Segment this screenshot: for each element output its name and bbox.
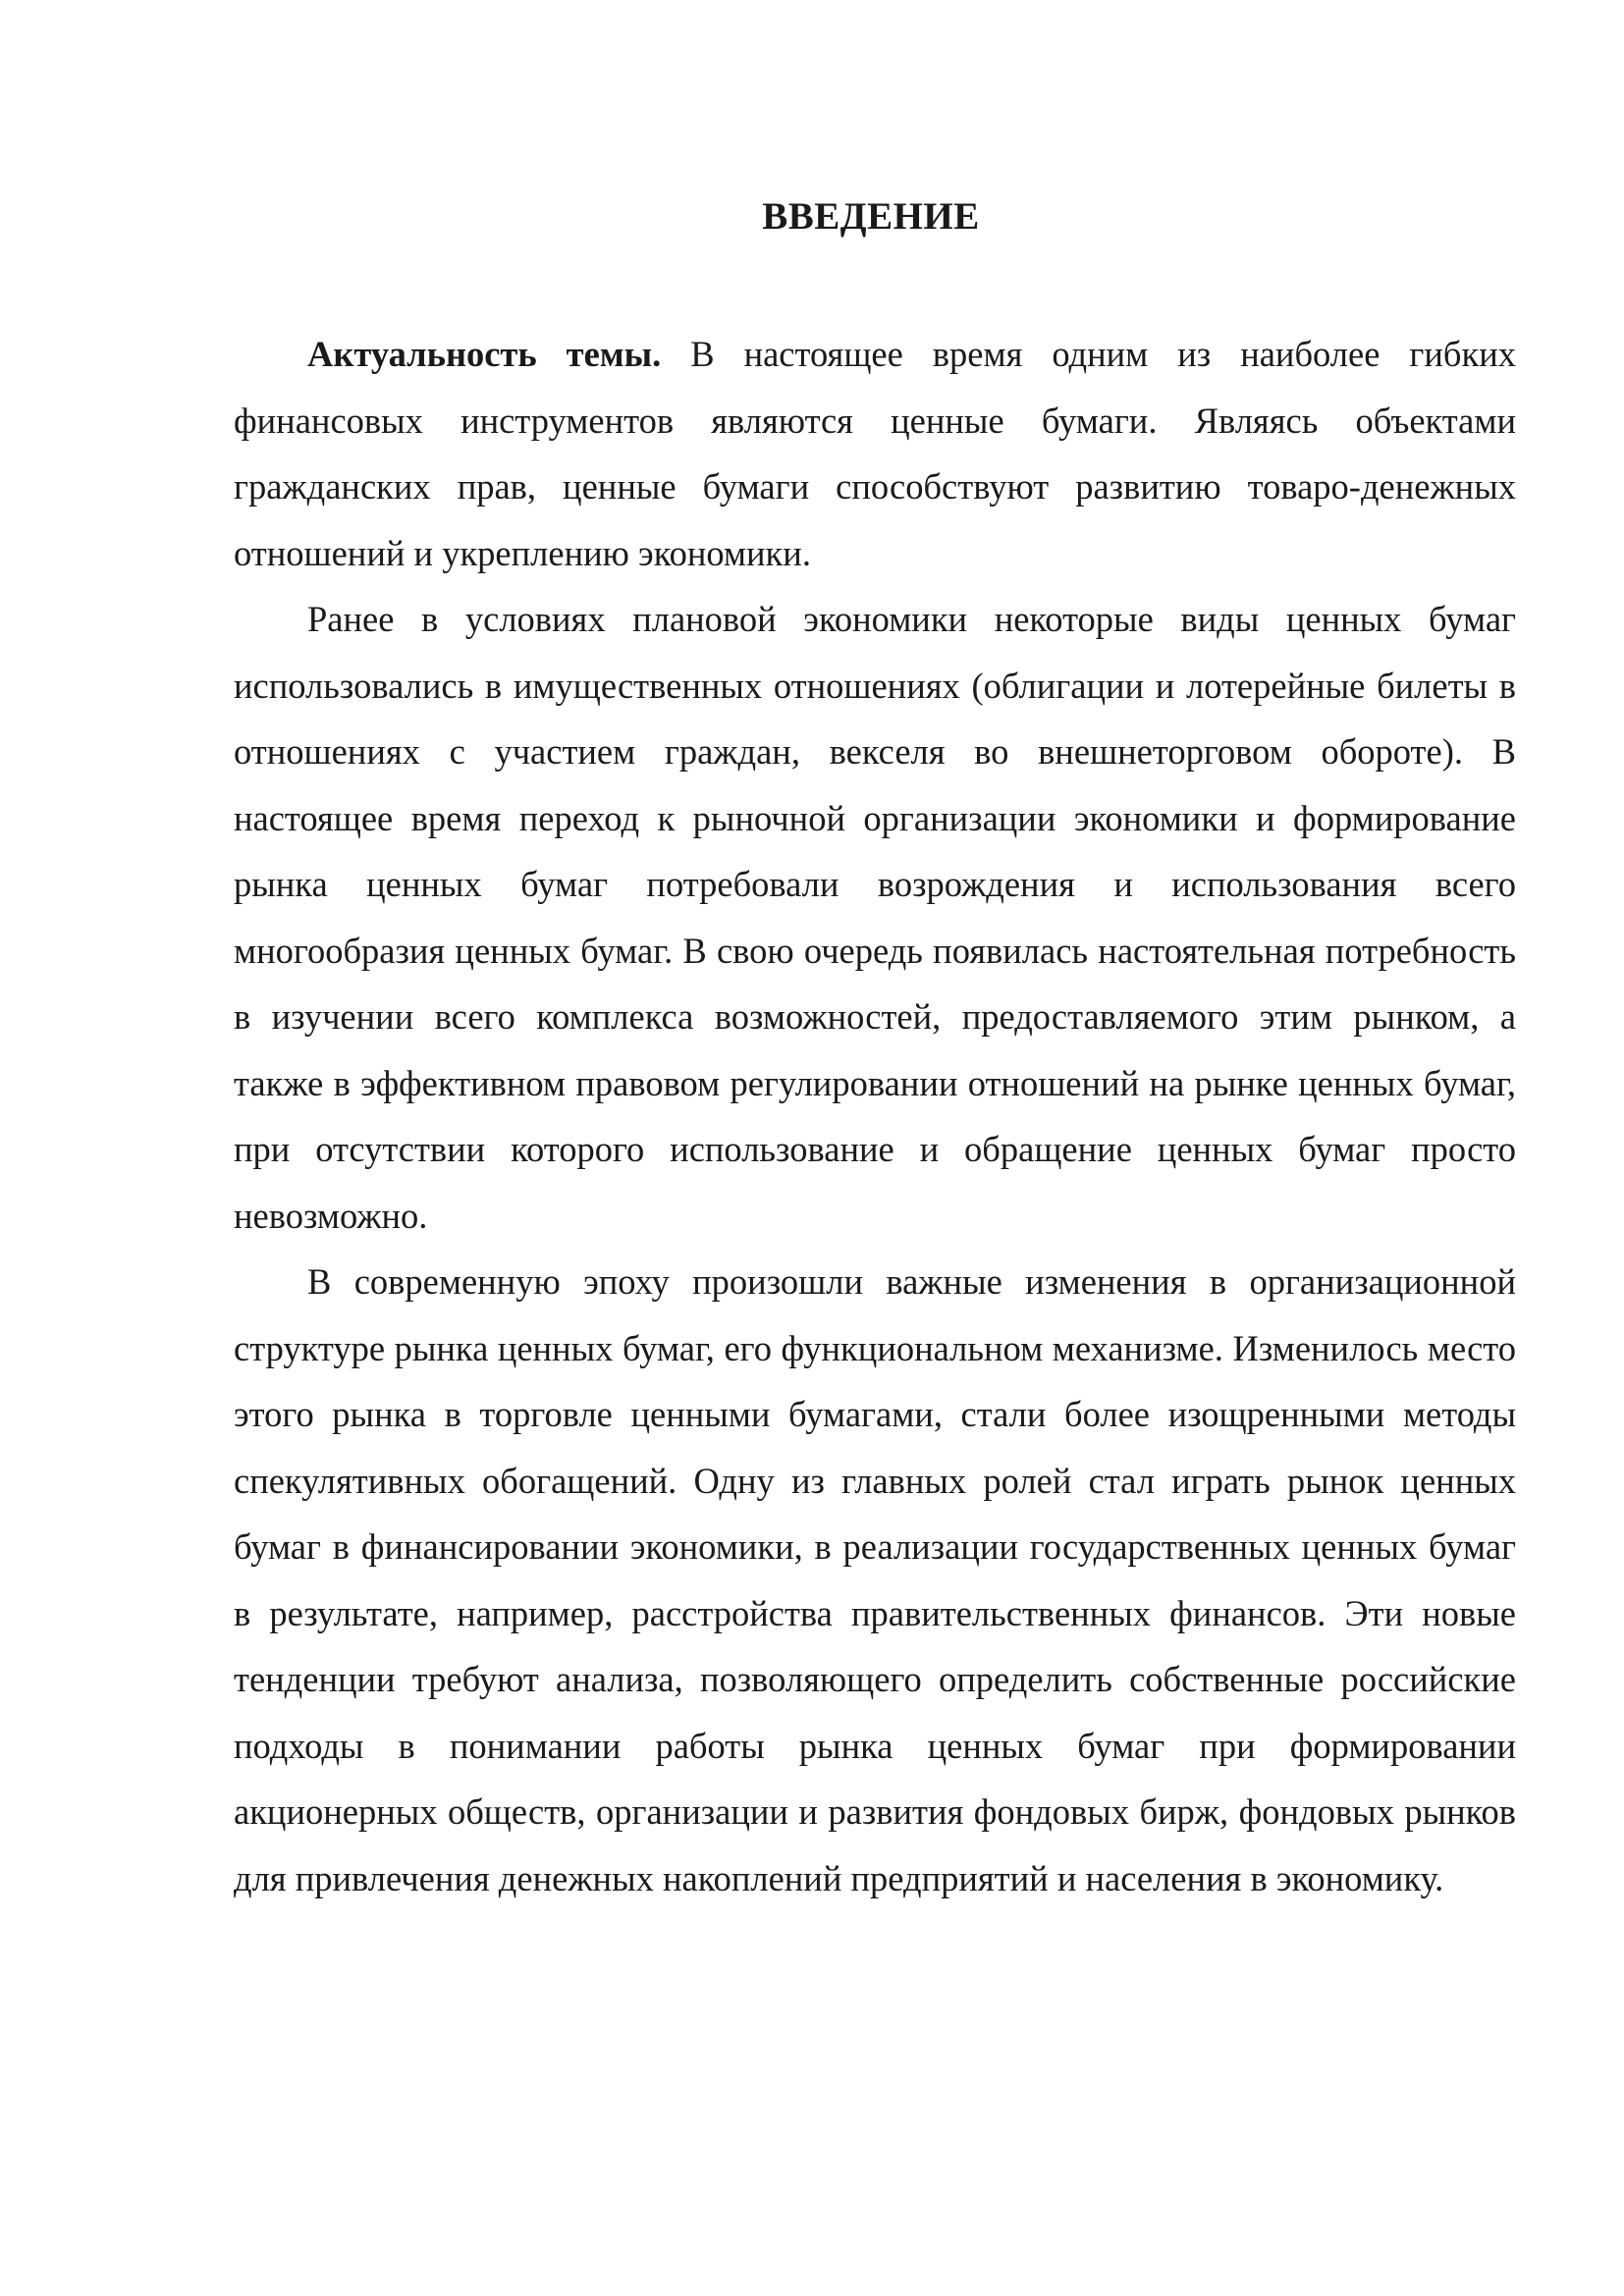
paragraph-text: В настоящее время одним из наиболее гибких финансовых инструментов являются ценные бумаги. Являясь объектами гражданских прав, ценные бумаги способствуют развитию товаро-денежных отношений и укреплению экономики. xyxy=(234,334,1516,573)
paragraph-lead: Актуальность темы. xyxy=(307,334,662,374)
paragraph-planned-economy: Ранее в условиях плановой экономики некоторые виды ценных бумаг использовались в имущественных отношениях (облигации и лотерейные билеты в отношениях с участием граждан, векселя во внешнеторговом обороте). В настоящее время переход к рыночной организации экономики и формирование рынка ценных бумаг потребовали возрождения и использования всего многообразия ценных бумаг. В свою очередь появилась настоятельная потребность в изучении всего комплекса возможностей, предоставляемого этим рынком, а также в эффективном правовом регулировании отношений на рынке ценных бумаг, при отсутствии которого использование и обращение ценных бумаг просто невозможно. xyxy=(234,599,1516,1236)
paragraph-modern-era: В современную эпоху произошли важные изменения в организационной структуре рынка ценных бумаг, его функциональном механизме. Изменилось место этого рынка в торговле ценными бумагами, стали более изощренными методы спекулятивных обогащений. Одну из главных ролей стал играть рынок ценных бумаг в финансировании экономики, в реализации государственных ценных бумаг в результате, например, расстройства правительственных финансов. Эти новые тенденции требуют анализа, позволяющего определить собственные российские подходы в понимании работы рынка ценных бумаг при формировании акционерных обществ, организации и развития фондовых бирж, фондовых рынков для привлечения денежных накоплений предприятий и населения в экономику. xyxy=(234,1261,1516,1898)
document-body xyxy=(234,321,1516,1911)
paragraph-relevance xyxy=(234,321,1516,586)
section-heading: ВВЕДЕНИЕ xyxy=(762,195,980,238)
